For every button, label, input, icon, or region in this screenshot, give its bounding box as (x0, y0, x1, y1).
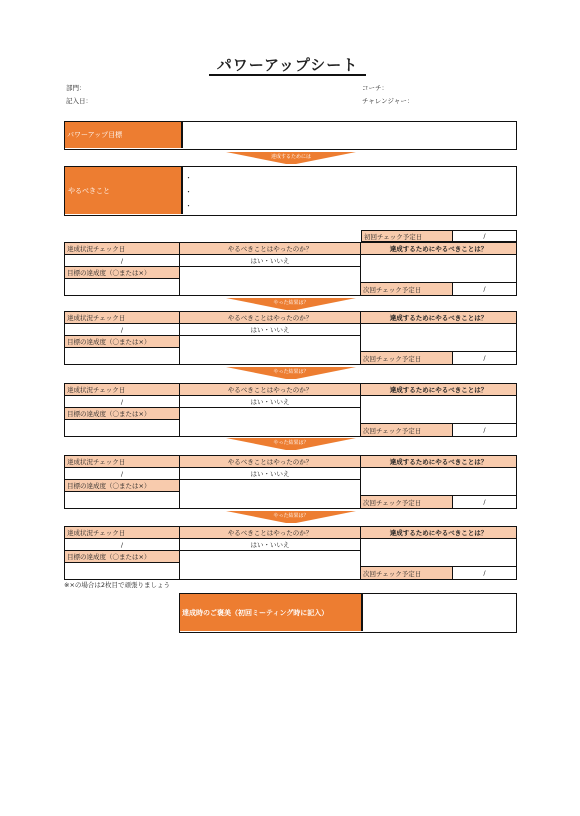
next-check-date[interactable]: / (452, 282, 517, 296)
goal-box (64, 121, 517, 150)
check-block-1 (64, 242, 517, 300)
arrow-result: やった結果は？ (226, 367, 356, 379)
date-value[interactable]: / (64, 467, 180, 480)
reward-box (179, 593, 517, 633)
todo-box (64, 166, 517, 216)
todo-answer[interactable] (360, 254, 517, 283)
goal-label: パワーアップ目標 (65, 122, 181, 148)
todo-answer[interactable] (360, 467, 517, 496)
did-value[interactable]: はい・いいえ (179, 323, 361, 336)
did-value[interactable]: はい・いいえ (179, 538, 361, 551)
next-check-date[interactable]: / (452, 566, 517, 580)
next-check-label: 次回チェック予定日 (360, 351, 453, 365)
degree-area[interactable] (179, 407, 361, 437)
degree-label: 目標の達成度（〇または×） (64, 479, 180, 492)
todo-answer[interactable] (360, 395, 517, 424)
date-header: 達成状況チェック日 (64, 455, 180, 468)
challenger-label: チャレンジャー： (362, 97, 414, 105)
check-block-2 (64, 311, 517, 369)
todo-header: 達成するためにやるべきことは？ (360, 311, 517, 324)
date-header: 達成状況チェック日 (64, 383, 180, 396)
todo-bullet[interactable]: ・ (185, 174, 192, 182)
degree-value[interactable] (64, 562, 180, 580)
entry-date-label: 記入日： (66, 97, 92, 105)
date-value[interactable]: / (64, 254, 180, 267)
did-header: やるべきことはやったのか？ (179, 383, 361, 396)
did-value[interactable]: はい・いいえ (179, 467, 361, 480)
date-header: 達成状況チェック日 (64, 242, 180, 255)
degree-value[interactable] (64, 419, 180, 437)
department-label: 部門： (66, 84, 86, 92)
did-header: やるべきことはやったのか？ (179, 311, 361, 324)
todo-header: 達成するためにやるべきことは？ (360, 455, 517, 468)
date-header: 達成状況チェック日 (64, 526, 180, 539)
did-value[interactable]: はい・いいえ (179, 395, 361, 408)
next-check-label: 次回チェック予定日 (360, 282, 453, 296)
todo-header: 達成するためにやるべきことは？ (360, 526, 517, 539)
first-check-row (361, 230, 517, 242)
degree-value[interactable] (64, 278, 180, 296)
degree-value[interactable] (64, 491, 180, 509)
check-block-4 (64, 455, 517, 513)
note-text: ※×の場合は2枚目で頑張りましょう (64, 581, 171, 589)
goal-input[interactable] (183, 123, 513, 147)
next-check-label: 次回チェック予定日 (360, 423, 453, 437)
degree-area[interactable] (179, 335, 361, 365)
todo-answer[interactable] (360, 323, 517, 352)
todo-label: やるべきこと (65, 167, 181, 214)
todo-bullet[interactable]: ・ (185, 188, 192, 196)
arrow-result: やった結果は？ (226, 438, 356, 450)
page-title: パワーアップシート (209, 56, 366, 76)
degree-value[interactable] (64, 347, 180, 365)
did-value[interactable]: はい・いいえ (179, 254, 361, 267)
did-header: やるべきことはやったのか？ (179, 242, 361, 255)
degree-area[interactable] (179, 266, 361, 296)
degree-area[interactable] (179, 479, 361, 509)
degree-label: 目標の達成度（〇または×） (64, 266, 180, 279)
degree-label: 目標の達成度（〇または×） (64, 335, 180, 348)
date-header: 達成状況チェック日 (64, 311, 180, 324)
did-header: やるべきことはやったのか？ (179, 455, 361, 468)
reward-label: 達成時のご褒美（初回ミーティング時に記入） (180, 594, 361, 631)
date-value[interactable]: / (64, 538, 180, 551)
date-value[interactable]: / (64, 323, 180, 336)
todo-header: 達成するためにやるべきことは？ (360, 383, 517, 396)
arrow-result: やった結果は？ (226, 511, 356, 523)
todo-bullet[interactable]: ・ (185, 202, 192, 210)
check-block-3 (64, 383, 517, 441)
todo-header: 達成するためにやるべきことは？ (360, 242, 517, 255)
next-check-label: 次回チェック予定日 (360, 566, 453, 580)
arrow-result: やった結果は？ (226, 298, 356, 310)
todo-answer[interactable] (360, 538, 517, 567)
first-check-date[interactable]: / (452, 230, 517, 242)
degree-area[interactable] (179, 550, 361, 580)
degree-label: 目標の達成度（〇または×） (64, 407, 180, 420)
reward-input[interactable] (363, 595, 513, 630)
degree-label: 目標の達成度（〇または×） (64, 550, 180, 563)
date-value[interactable]: / (64, 395, 180, 408)
arrow-first: 達成するためには (226, 152, 356, 164)
next-check-date[interactable]: / (452, 423, 517, 437)
next-check-date[interactable]: / (452, 351, 517, 365)
check-block-5 (64, 526, 517, 584)
first-check-label: 初回チェック予定日 (361, 230, 453, 242)
next-check-date[interactable]: / (452, 495, 517, 509)
did-header: やるべきことはやったのか？ (179, 526, 361, 539)
next-check-label: 次回チェック予定日 (360, 495, 453, 509)
coach-label: コーチ： (362, 84, 388, 92)
